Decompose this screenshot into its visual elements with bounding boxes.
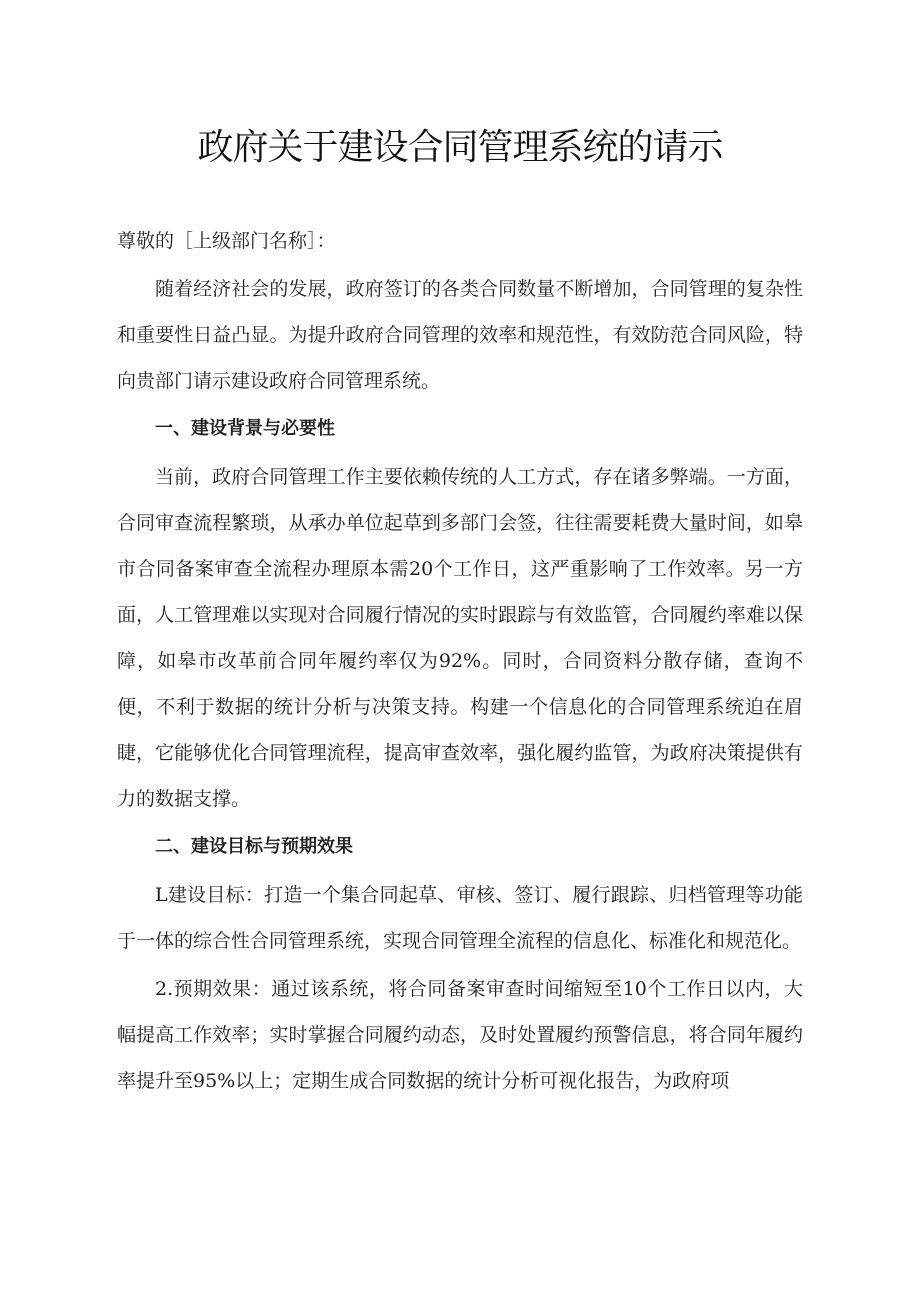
- intro-paragraph: 随着经济社会的发展，政府签订的各类合同数量不断增加，合同管理的复杂性和重要性日益凸显。为提升政府合同管理的效率和规范性，有效防范合同风险，特向贵部门请示建设政府合同管理系统。: [117, 278, 803, 392]
- salutation: 尊敬的［上级部门名称］：: [117, 230, 336, 252]
- document-body: [117, 218, 803, 1106]
- background-paragraph: 当前，政府合同管理工作主要依赖传统的人工方式，存在诸多弊端。一方面，合同审查流程繁琐，从承办单位起草到多部门会签，往往需要耗费大量时间，如皋市合同备案审查全流程办理原本需20个工作日，这严重影响了工作效率。另一方面，人工管理难以实现对合同履行情况的实时跟踪与有效监管，合同履约率难以保障，如皋市改革前合同年履约率仅为92%。同时，合同资料分散存储，查询不便，不利于数据的统计分析与决策支持。构建一个信息化的合同管理系统迫在眉睫，它能够优化合同管理流程，提高审查效率，强化履约监管，为政府决策提供有力的数据支撑。: [117, 466, 803, 810]
- section-heading-background: 一、建设背景与必要性: [155, 418, 335, 439]
- section-heading-goals: 二、建设目标与预期效果: [155, 836, 353, 857]
- goals-item-1: L建设目标：打造一个集合同起草、审核、签订、履行跟踪、归档管理等功能于一体的综合性合同管理系统，实现合同管理全流程的信息化、标准化和规范化。: [117, 884, 803, 952]
- goals-item-2: 2.预期效果：通过该系统，将合同备案审查时间缩短至10个工作日以内，大幅提高工作效率；实时掌握合同履约动态，及时处置履约预警信息，将合同年履约率提升至95%以上；定期生成合同数据的统计分析可视化报告，为政府项: [117, 978, 803, 1092]
- document-title: 政府关于建设合同管理系统的请示: [197, 127, 723, 168]
